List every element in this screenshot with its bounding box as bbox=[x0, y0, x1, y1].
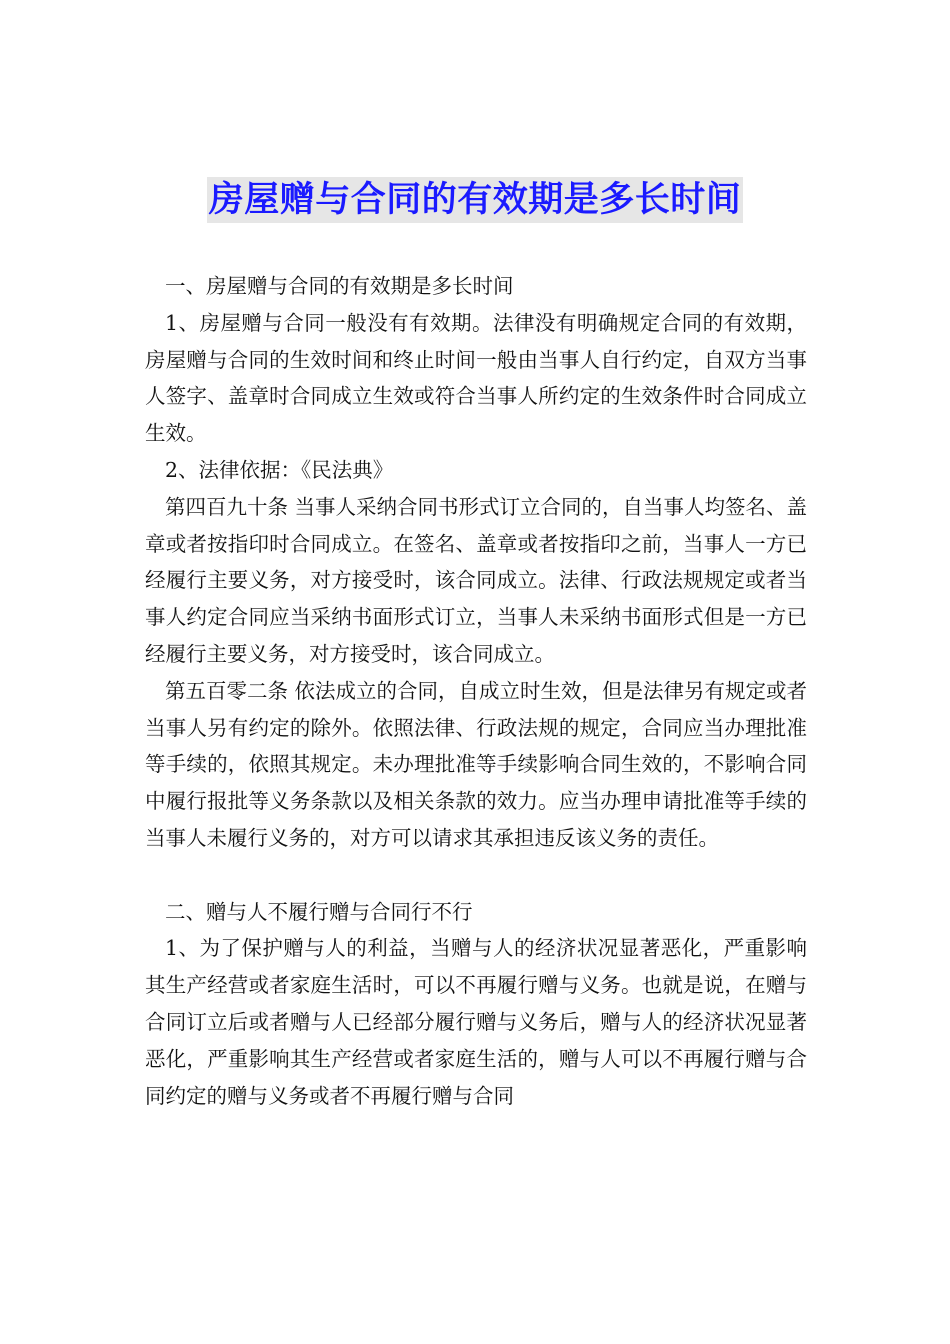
section-spacer bbox=[145, 857, 807, 894]
section-2-heading: 二、赠与人不履行赠与合同行不行 bbox=[165, 899, 473, 924]
section-1-paragraph-2: 2、法律依据：《民法典》 bbox=[165, 457, 394, 482]
section-1-paragraph-3: 第四百九十条 当事人采纳合同书形式订立合同的，自当事人均签名、盖章或者按指印时合同成立。在签名、盖章或者按指印之前，当事人一方已经履行主要义务，对方接受时，该合同成立。法律、行政法规规定或者当事人约定合同应当采纳书面形式订立，当事人未采纳书面形式但是一方已经履行主要义务，对方接受时，该合同成立。 bbox=[145, 494, 808, 666]
section-2-paragraph-1: 1、为了保护赠与人的利益，当赠与人的经济状况显著恶化，严重影响其生产经营或者家庭生活时，可以不再履行赠与义务。也就是说，在赠与合同订立后或者赠与人已经部分履行赠与义务后，赠与人的经济状况显著恶化，严重影响其生产经营或者家庭生活的，赠与人可以不再履行赠与合同约定的赠与义务或者不再履行赠与合同 bbox=[145, 936, 807, 1108]
title-container bbox=[0, 177, 950, 223]
document-title: 房屋赠与合同的有效期是多长时间 bbox=[207, 177, 744, 223]
section-1-paragraph-1: 1、房屋赠与合同一般没有有效期。法律没有明确规定合同的有效期，房屋赠与合同的生效时间和终止时间一般由当事人自行约定，自双方当事人签字、盖章时合同成立生效或符合当事人所约定的生效条件时合同成立生效。 bbox=[145, 310, 807, 446]
section-1-heading: 一、房屋赠与合同的有效期是多长时间 bbox=[165, 274, 514, 298]
document-body bbox=[145, 268, 807, 1114]
section-1-paragraph-4: 第五百零二条 依法成立的合同，自成立时生效，但是法律另有规定或者当事人另有约定的除外。依照法律、行政法规的规定，合同应当办理批准等手续的，依照其规定。未办理批准等手续影响合同生效的，不影响合同中履行报批等义务条款以及相关条款的效力。应当办理申请批准等手续的当事人未履行义务的，对方可以请求其承担违反该义务的责任。 bbox=[145, 678, 808, 850]
